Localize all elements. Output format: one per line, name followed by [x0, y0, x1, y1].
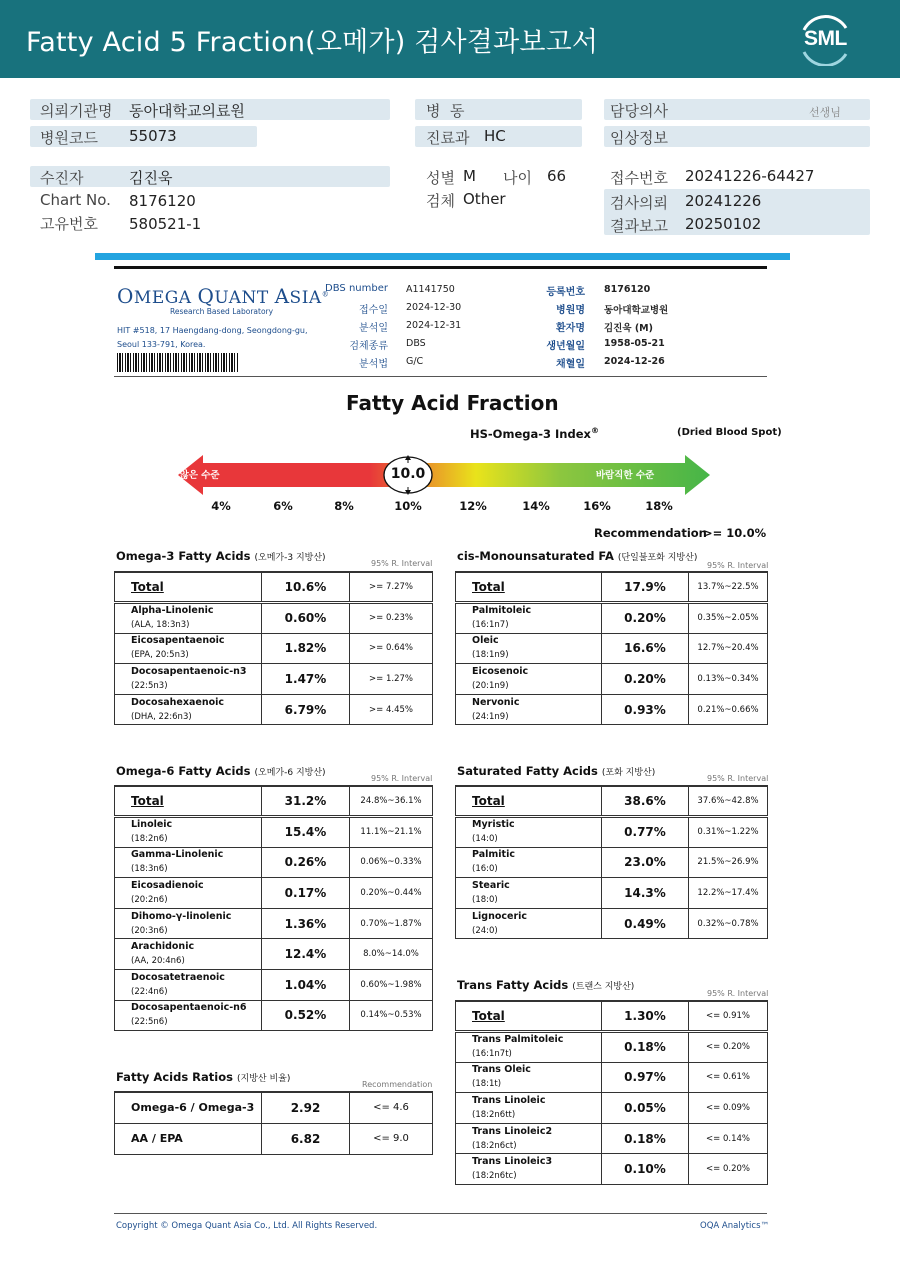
row-name-sub: (14:0): [472, 834, 498, 845]
row-value: 38.6%: [602, 786, 689, 817]
scale-tick-label: 14%: [522, 499, 550, 513]
row-name-text: Dihomo-γ-linolenic: [131, 910, 232, 922]
row-name: [456, 1093, 602, 1124]
scale-tick-label: 8%: [334, 499, 354, 513]
row-name: [115, 817, 262, 848]
row-reference: <= 0.91%: [689, 1001, 768, 1032]
row-name: [115, 694, 262, 725]
hospital-code-value: 55073: [129, 127, 177, 145]
row-name: [115, 1000, 262, 1031]
table-row: [456, 694, 768, 725]
row-value: 2.92: [262, 1092, 350, 1123]
meta-label: DBS number: [325, 283, 388, 294]
meta-value: 2024-12-31: [406, 320, 462, 331]
row-name: [115, 664, 262, 695]
omega6-table: [114, 785, 433, 1031]
row-value: 1.36%: [262, 908, 350, 939]
row-name: [115, 847, 262, 878]
row-name: [115, 939, 262, 970]
row-value: 17.9%: [602, 572, 689, 603]
row-name-sub: (20:2n6): [131, 895, 168, 906]
row-name-sub: (AA, 20:4n6): [131, 956, 185, 967]
row-reference: >= 4.45%: [350, 694, 433, 725]
table-row: [456, 603, 768, 634]
row-reference: >= 0.64%: [350, 633, 433, 664]
row-value: 0.17%: [262, 878, 350, 909]
table-row: [456, 1001, 768, 1032]
age-label: 나이: [503, 169, 532, 187]
row-name-sub: (20:1n9): [472, 681, 509, 692]
doctor-label: 담당의사: [610, 102, 668, 120]
row-name: [115, 603, 262, 634]
row-name-text: Alpha-Linolenic: [131, 605, 214, 617]
receipt-label: 접수번호: [610, 169, 668, 187]
row-name: [456, 1154, 602, 1185]
meta-label: 생년월일: [546, 341, 585, 352]
table-row: [115, 970, 433, 1001]
row-value: 31.2%: [262, 786, 350, 817]
mufa-table: [455, 571, 768, 725]
row-name-sub: (18:2n6tt): [472, 1110, 516, 1121]
table-row: [115, 603, 433, 634]
row-name-sub: (16:0): [472, 864, 498, 875]
row-name-text: Trans Linoleic: [472, 1095, 546, 1107]
row-value: 14.3%: [602, 878, 689, 909]
table-row: [456, 1093, 768, 1124]
row-reference: 24.8%~36.1%: [350, 786, 433, 817]
row-name: [456, 1032, 602, 1063]
meta-label: 환자명: [556, 323, 585, 334]
omega3-section-title: Omega-3 Fatty Acids (오메가-3 지방산): [116, 549, 326, 563]
specimen-label: 검체: [426, 192, 455, 210]
row-name-text: Trans Linoleic3: [472, 1156, 553, 1168]
row-name-sub: (18:0): [472, 895, 498, 906]
row-reference: <= 0.20%: [689, 1154, 768, 1185]
sml-logo-text: SML: [804, 27, 847, 50]
row-name-sub: (ALA, 18:3n3): [131, 620, 190, 631]
table-row: [456, 633, 768, 664]
row-reference: >= 0.23%: [350, 603, 433, 634]
row-reference: 21.5%~26.9%: [689, 847, 768, 878]
row-name: [456, 1062, 602, 1093]
row-name-text: Docosapentaenoic-n6: [131, 1002, 247, 1014]
row-name-text: Arachidonic: [131, 941, 195, 953]
doctor-suffix: 선생님: [809, 106, 841, 119]
table-row: [115, 878, 433, 909]
unique-label: 고유번호: [40, 215, 98, 233]
omega-quant-asia-logo: OMEGA QUANT ASIA®: [117, 284, 330, 308]
row-name-text: Nervonic: [472, 696, 520, 708]
scale-tick-label: 16%: [583, 499, 611, 513]
row-name-text: Trans Linoleic2: [472, 1125, 553, 1137]
table-row: [456, 1062, 768, 1093]
table-row: [115, 694, 433, 725]
hospital-code-label: 병원코드: [40, 129, 98, 147]
row-name: Omega-6 / Omega-3: [115, 1092, 262, 1123]
row-name: Total: [456, 1001, 602, 1032]
table-row: [115, 817, 433, 848]
scale-tick-label: 6%: [273, 499, 293, 513]
lab-subtitle: Research Based Laboratory: [170, 307, 274, 316]
row-reference: 0.70%~1.87%: [350, 908, 433, 939]
row-name-sub: (DHA, 22:6n3): [131, 711, 192, 722]
omega6-ri-label: 95% R. Interval: [371, 774, 433, 783]
row-name-text: Docosatetraenoic: [131, 971, 225, 983]
meta-value: DBS: [406, 338, 426, 349]
table-row: [115, 664, 433, 695]
report-bottom-rule: [114, 1213, 767, 1214]
row-value: 0.93%: [602, 694, 689, 725]
row-value: 0.77%: [602, 817, 689, 848]
row-value: 0.05%: [602, 1093, 689, 1124]
row-value: 1.82%: [262, 633, 350, 664]
row-name-text: Eicosapentaenoic: [131, 635, 225, 647]
row-value: 0.18%: [602, 1123, 689, 1154]
row-name-text: Palmitic: [472, 849, 515, 861]
meta-value: 김진욱 (M): [604, 323, 653, 334]
clinical-label: 임상정보: [610, 129, 668, 147]
row-reference: <= 0.14%: [689, 1123, 768, 1154]
row-name-sub: (24:0): [472, 925, 498, 936]
row-name-sub: (18:3n6): [131, 864, 168, 875]
row-name: [456, 633, 602, 664]
row-name-text: Trans Palmitoleic: [472, 1034, 564, 1046]
row-name: [456, 1123, 602, 1154]
row-name: [456, 878, 602, 909]
row-value: 1.30%: [602, 1001, 689, 1032]
row-reference: 0.21%~0.66%: [689, 694, 768, 725]
table-row: [456, 878, 768, 909]
trans-table: [455, 1000, 768, 1185]
chart-label: Chart No.: [40, 191, 111, 209]
dried-blood-spot-note: (Dried Blood Spot): [677, 427, 782, 438]
dept-label: 진료과: [426, 129, 470, 147]
row-reference: <= 0.09%: [689, 1093, 768, 1124]
ratios-section-title: Fatty Acids Ratios (지방산 비율): [116, 1070, 291, 1084]
good-level-label: 바람직한 수준: [595, 470, 655, 481]
row-reference: <= 9.0: [350, 1123, 433, 1154]
receipt-value: 20241226-64427: [685, 167, 815, 185]
row-name-sub: (16:1n7): [472, 620, 509, 631]
row-reference: >= 1.27%: [350, 664, 433, 695]
row-name: Total: [456, 786, 602, 817]
row-value: 0.18%: [602, 1032, 689, 1063]
fatty-acid-fraction-title: Fatty Acid Fraction: [346, 391, 559, 415]
row-name-sub: (18:1n9): [472, 650, 509, 661]
row-reference: 0.13%~0.34%: [689, 664, 768, 695]
table-row: [115, 633, 433, 664]
row-value: 0.10%: [602, 1154, 689, 1185]
omega3-table: [114, 571, 433, 725]
result-value: 20250102: [685, 215, 762, 233]
meta-value: 2024-12-30: [406, 302, 462, 313]
section-divider-bar: [95, 253, 790, 260]
row-value: 6.79%: [262, 694, 350, 725]
meta-label: 채혈일: [556, 359, 585, 370]
table-row: [456, 664, 768, 695]
row-name-text: Trans Oleic: [472, 1064, 531, 1076]
row-reference: <= 0.61%: [689, 1062, 768, 1093]
patient-label: 수진자: [40, 169, 84, 187]
table-row: [456, 1154, 768, 1185]
result-label: 결과보고: [610, 217, 668, 235]
row-value: 16.6%: [602, 633, 689, 664]
row-name: Total: [115, 786, 262, 817]
row-reference: 0.32%~0.78%: [689, 908, 768, 939]
row-name-text: Eicosenoic: [472, 666, 529, 678]
row-value: 23.0%: [602, 847, 689, 878]
row-name: [456, 908, 602, 939]
row-value: 0.20%: [602, 664, 689, 695]
row-name-sub: (22:4n6): [131, 986, 168, 997]
sml-logo: [796, 14, 854, 66]
omega6-section-title: Omega-6 Fatty Acids (오메가-6 지방산): [116, 764, 326, 778]
table-row: [456, 847, 768, 878]
scale-tick-label: 18%: [645, 499, 673, 513]
table-row: [456, 786, 768, 817]
row-value: 6.82: [262, 1123, 350, 1154]
row-name-text: Gamma-Linolenic: [131, 849, 224, 861]
lab-address: HIT #518, 17 Haengdang-dong, Seongdong-gu, Seoul 133-791, Korea.: [117, 326, 308, 349]
row-name-sub: (18:2n6tc): [472, 1171, 517, 1182]
row-name-text: Palmitoleic: [472, 605, 532, 617]
table-row: [115, 572, 433, 603]
request-value: 20241226: [685, 192, 762, 210]
row-name: [456, 847, 602, 878]
row-value: 0.52%: [262, 1000, 350, 1031]
table-row: [115, 1000, 433, 1031]
meta-label: 분석법: [359, 359, 388, 370]
row-value: 10.6%: [262, 572, 350, 603]
row-value: 1.47%: [262, 664, 350, 695]
row-reference: 0.20%~0.44%: [350, 878, 433, 909]
row-name-sub: (24:1n9): [472, 711, 509, 722]
row-name-sub: (18:1t): [472, 1079, 502, 1090]
ratios-reco-label: Recommendation: [362, 1080, 433, 1089]
sfa-table: [455, 785, 768, 939]
meta-value: 동아대학교병원: [604, 305, 669, 316]
recommendation-label: Recommendation: [594, 526, 707, 540]
request-label: 검사의뢰: [610, 194, 668, 212]
row-value: 0.26%: [262, 847, 350, 878]
row-value: 0.60%: [262, 603, 350, 634]
table-row: [456, 1032, 768, 1063]
scale-tick-label: 10%: [394, 499, 422, 513]
row-reference: 0.14%~0.53%: [350, 1000, 433, 1031]
table-row: [115, 908, 433, 939]
oqa-analytics-brand: OQA Analytics™: [700, 1221, 769, 1231]
row-name: [115, 633, 262, 664]
meta-label: 분석일: [359, 323, 388, 334]
copyright: Copyright © Omega Quant Asia Co., Ltd. All Rights Reserved.: [116, 1221, 378, 1231]
meta-value: 1958-05-21: [604, 338, 665, 349]
row-name-sub: (16:1n7t): [472, 1049, 512, 1060]
report-title: Fatty Acid 5 Fraction(오메가) 검사결과보고서: [26, 27, 599, 58]
row-value: 1.04%: [262, 970, 350, 1001]
meta-value: 8176120: [604, 284, 651, 295]
meta-label: 병원명: [556, 305, 585, 316]
row-value: 15.4%: [262, 817, 350, 848]
row-name: [456, 694, 602, 725]
row-name: Total: [456, 572, 602, 603]
row-value: 0.97%: [602, 1062, 689, 1093]
row-name-text: Linoleic: [131, 819, 173, 831]
index-value: 10.0: [390, 466, 426, 482]
recommendation-value: >= 10.0%: [703, 526, 767, 540]
patient-value: 김진욱: [129, 169, 173, 187]
row-reference: >= 7.27%: [350, 572, 433, 603]
meta-value: 2024-12-26: [604, 356, 665, 367]
row-reference: 0.31%~1.22%: [689, 817, 768, 848]
meta-label: 검체종류: [349, 341, 388, 352]
meta-value: A1141750: [406, 284, 455, 295]
report-header: [0, 0, 900, 78]
age-value: 66: [547, 167, 567, 185]
bad-level-label: 바람직하지 않은 수준: [130, 470, 220, 481]
row-reference: 0.06%~0.33%: [350, 847, 433, 878]
row-value: 12.4%: [262, 939, 350, 970]
table-row: [456, 1123, 768, 1154]
hs-omega3-index-title: HS-Omega-3 Index®: [470, 426, 599, 441]
row-name-sub: (18:2n6ct): [472, 1140, 517, 1151]
specimen-value: Other: [463, 190, 506, 208]
row-name: Total: [115, 572, 262, 603]
scale-tick-label: 12%: [459, 499, 487, 513]
row-name: [115, 878, 262, 909]
row-name-text: Eicosadienoic: [131, 880, 204, 892]
row-name-sub: (EPA, 20:5n3): [131, 650, 189, 661]
row-reference: 8.0%~14.0%: [350, 939, 433, 970]
row-reference: <= 0.20%: [689, 1032, 768, 1063]
barcode: [117, 353, 239, 372]
row-name: AA / EPA: [115, 1123, 262, 1154]
row-value: 0.20%: [602, 603, 689, 634]
institution-label: 의뢰기관명: [40, 102, 113, 120]
row-name: [456, 664, 602, 695]
row-reference: 0.35%~2.05%: [689, 603, 768, 634]
institution-value: 동아대학교의료원: [129, 102, 245, 120]
row-name-text: Oleic: [472, 635, 499, 647]
row-name-sub: (20:3n6): [131, 925, 168, 936]
row-reference: 0.60%~1.98%: [350, 970, 433, 1001]
meta-value: G/C: [406, 356, 424, 367]
ratios-table: [114, 1091, 433, 1155]
table-row: [456, 817, 768, 848]
row-name: [115, 908, 262, 939]
sex-value: M: [463, 167, 476, 185]
row-name-text: Docosahexaenoic: [131, 696, 225, 708]
table-row: [115, 1123, 433, 1154]
row-name: [115, 970, 262, 1001]
row-reference: 12.2%~17.4%: [689, 878, 768, 909]
patient-row-bg: [30, 166, 390, 187]
mufa-ri-label: 95% R. Interval: [707, 561, 769, 570]
report-mid-rule: [114, 376, 767, 377]
row-name: [456, 603, 602, 634]
sfa-ri-label: 95% R. Interval: [707, 774, 769, 783]
row-name-text: Myristic: [472, 819, 515, 831]
row-value: 0.49%: [602, 908, 689, 939]
table-row: [115, 786, 433, 817]
row-name-sub: (22:5n3): [131, 681, 168, 692]
row-name-sub: (18:2n6): [131, 834, 168, 845]
sex-label: 성별: [426, 169, 455, 187]
row-name: [456, 817, 602, 848]
row-name-sub: (22:5n6): [131, 1017, 168, 1028]
row-name-text: Docosapentaenoic-n3: [131, 666, 247, 678]
table-row: [115, 847, 433, 878]
meta-label: 등록번호: [546, 287, 585, 298]
ward-label: 병 동: [426, 102, 465, 120]
row-reference: 12.7%~20.4%: [689, 633, 768, 664]
mufa-section-title: cis-Monounsaturated FA (단일불포화 지방산): [457, 549, 698, 563]
sfa-section-title: Saturated Fatty Acids (포화 지방산): [457, 764, 656, 778]
trans-section-title: Trans Fatty Acids (트랜스 지방산): [457, 978, 635, 992]
unique-value: 580521-1: [129, 215, 202, 233]
scale-tick-label: 4%: [211, 499, 231, 513]
dept-value: HC: [484, 127, 506, 145]
table-row: [456, 908, 768, 939]
row-reference: 37.6%~42.8%: [689, 786, 768, 817]
meta-label: 접수일: [359, 305, 388, 316]
report-top-rule: [114, 266, 767, 269]
table-row: [115, 1092, 433, 1123]
row-reference: 11.1%~21.1%: [350, 817, 433, 848]
row-name-text: Stearic: [472, 880, 510, 892]
chart-value: 8176120: [129, 192, 196, 210]
table-row: [115, 939, 433, 970]
table-row: [456, 572, 768, 603]
row-reference: <= 4.6: [350, 1092, 433, 1123]
omega3-ri-label: 95% R. Interval: [371, 559, 433, 568]
trans-ri-label: 95% R. Interval: [707, 989, 769, 998]
row-name-text: Lignoceric: [472, 910, 528, 922]
row-reference: 13.7%~22.5%: [689, 572, 768, 603]
